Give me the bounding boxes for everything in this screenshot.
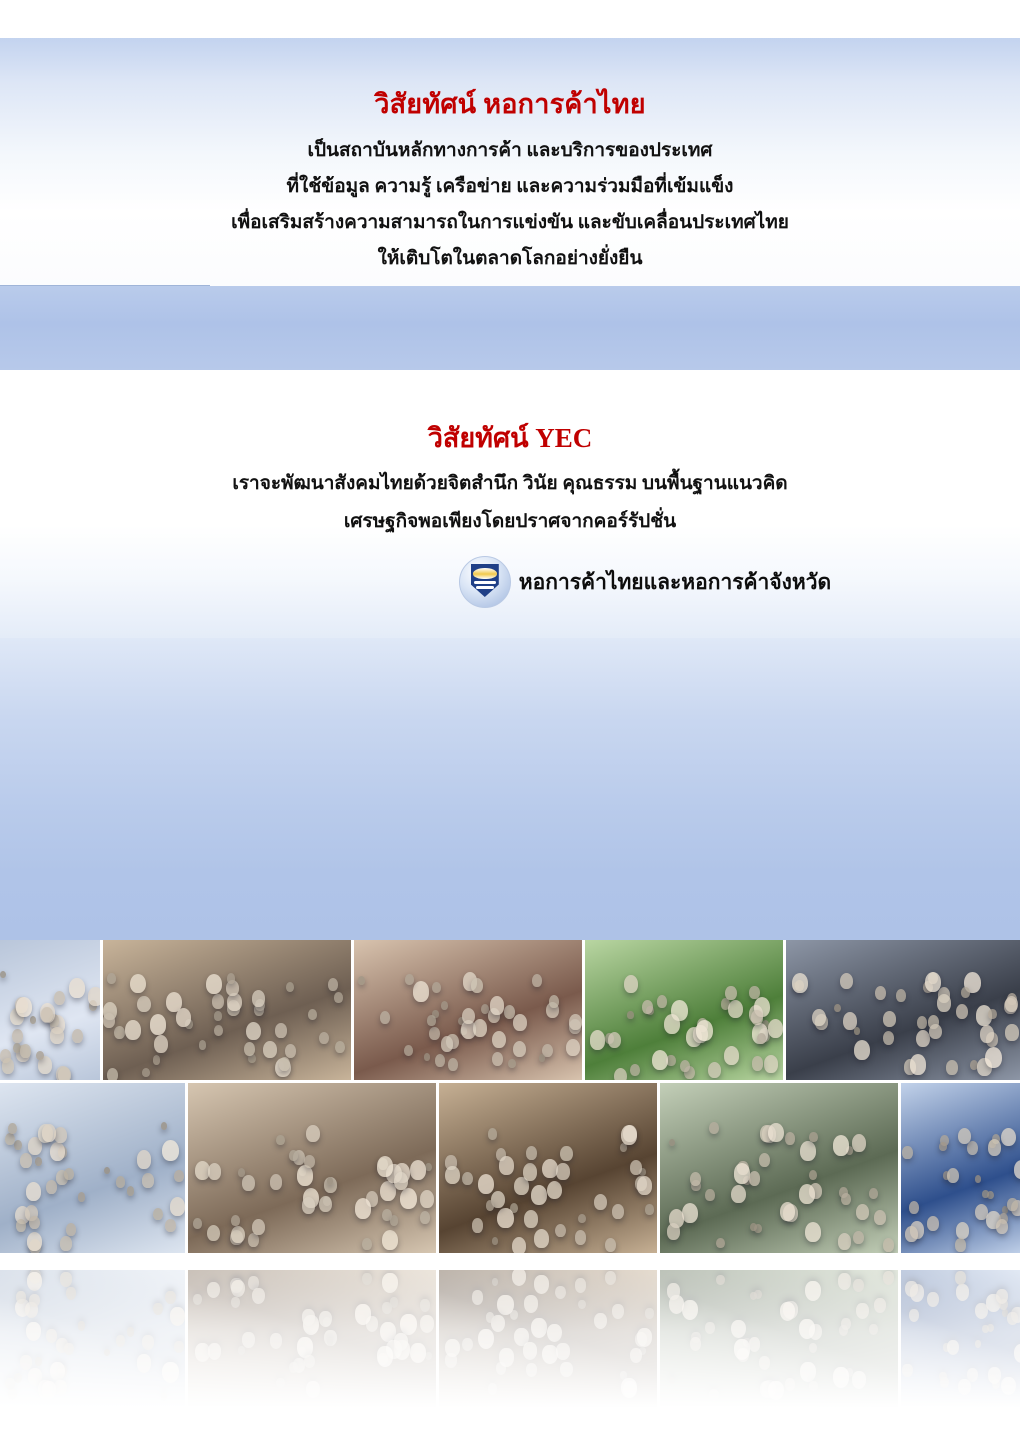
mirrored-reflection-strip <box>0 1270 1020 1408</box>
vision-yec-line-2: เศรษฐกิจพอเพียงโดยปราศจากคอร์รัปชั่น <box>343 511 677 532</box>
photo-auditorium-group <box>188 1083 436 1253</box>
vision-yec-section <box>0 370 1020 638</box>
blue-divider-band <box>0 286 1020 370</box>
collage-row-top <box>0 940 1020 1080</box>
vision-yec-title: วิสัยทัศน์ YEC <box>427 423 593 453</box>
tcc-shield-logo-icon <box>459 556 511 608</box>
bottom-white-margin <box>0 1408 1020 1442</box>
photo-selfie-crowd-reflection <box>660 1270 898 1408</box>
photo-large-group-photo <box>0 1083 185 1253</box>
vision-tcc-line-1: เป็นสถาบันหลักทางการค้า และบริการของประเทศ <box>307 140 713 161</box>
photo-stage-presentation-reflection <box>439 1270 657 1408</box>
photo-network-banner-reflection <box>901 1270 1020 1408</box>
vision-yec-line-1: เราจะพัฒนาสังคมไทยด้วยจิตสำนึก วินัย คุณธรรม บนพื้นฐานแนวคิด <box>232 473 788 494</box>
collage-row-bottom <box>0 1083 1020 1253</box>
vision-tcc-section <box>0 38 1020 286</box>
photo-selfie-crowd <box>660 1083 898 1253</box>
vision-tcc-title: วิสัยทัศน์ หอการค้าไทย <box>374 89 646 119</box>
photo-seminar-room <box>786 940 1020 1080</box>
vision-tcc-line-3: เพื่อเสริมสร้างความสามารถในการแข่งขัน และขับเคลื่อนประเทศไทย <box>231 212 789 233</box>
photo-group-signboard <box>354 940 582 1080</box>
vision-tcc-line-4: ให้เติบโตในตลาดโลกอย่างยั่งยืน <box>377 248 643 269</box>
photo-stage-presentation <box>439 1083 657 1253</box>
photo-group-pink-shirts <box>0 940 100 1080</box>
logo-caption-text: หอการค้าไทยและหอการค้าจังหวัด <box>518 569 832 594</box>
photo-monks-ceremony <box>103 940 351 1080</box>
photo-auditorium-group-reflection <box>188 1270 436 1408</box>
vision-tcc-body <box>0 133 1020 277</box>
vision-yec-body <box>0 465 1020 541</box>
blue-gradient-field <box>0 638 1020 940</box>
photo-hydroponic-farm <box>585 940 783 1080</box>
photo-network-banner <box>901 1083 1020 1253</box>
photo-large-group-photo-reflection <box>0 1270 185 1408</box>
top-white-margin <box>0 0 1020 38</box>
logo-caption-row <box>0 556 1020 608</box>
vision-tcc-line-2: ที่ใช้ข้อมูล ความรู้ เครือข่าย และความร่วมมือที่เข้มแข็ง <box>286 176 734 197</box>
